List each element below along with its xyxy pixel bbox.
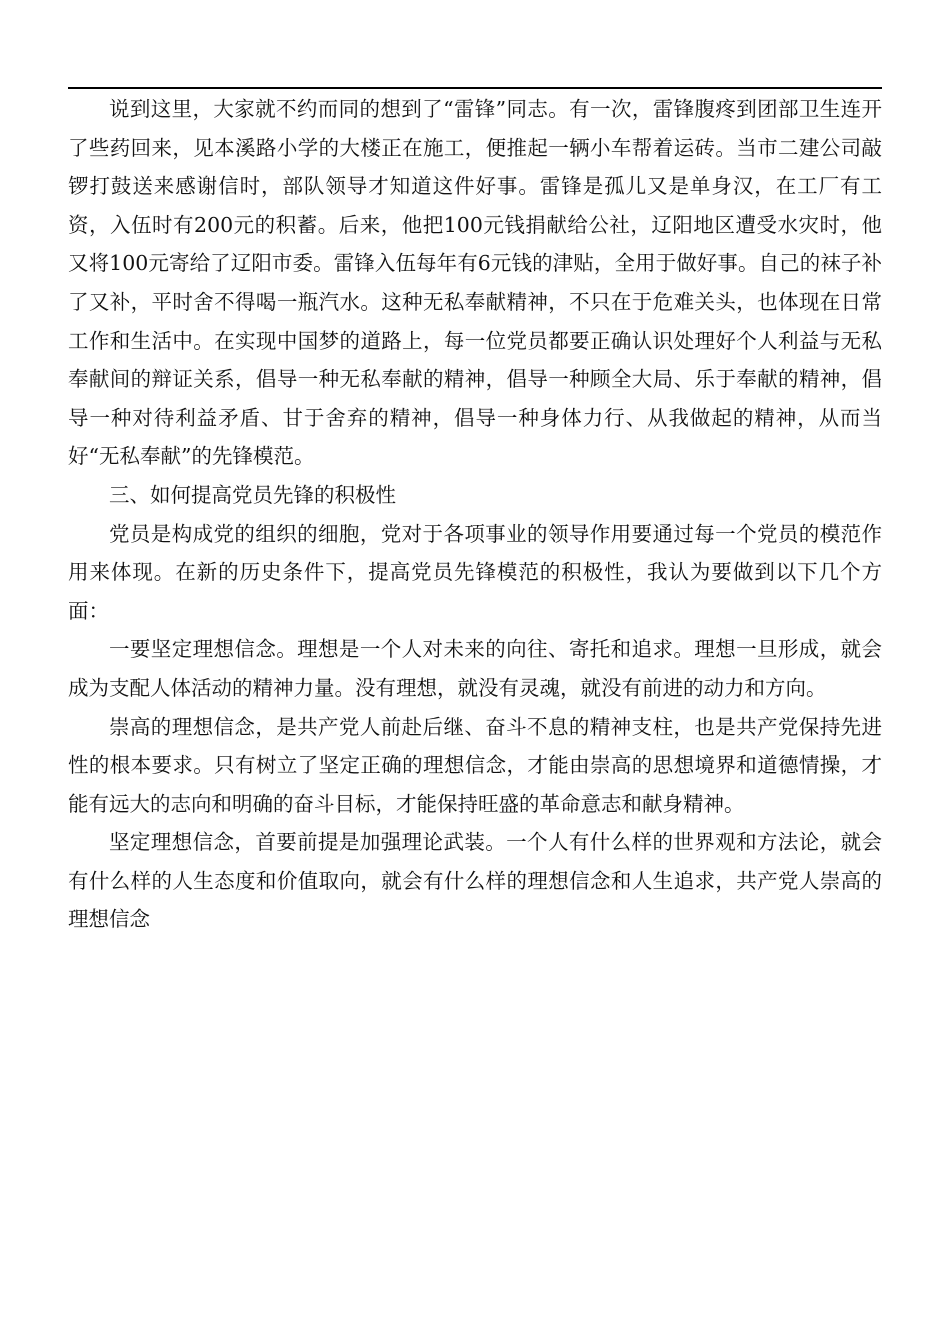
paragraph-lei-feng: 说到这里，大家就不约而同的想到了“雷锋”同志。有一次，雷锋腹疼到团部卫生连开了些药回来，见本溪路小学的大楼正在施工，便推起一辆小车帮着运砖。当市二建公司敲锣打鼓送来感谢信时，部队领导才知道这件好事。雷锋是孤儿又是单身汉，在工厂有工资，入伍时有200元的积蓄。后来，他把100元钱捐献给公社，辽阳地区遭受水灾时，他又将100元寄给了辽阳市委。雷锋入伍每年有6元钱的津贴，全用于做好事。自己的袜子补了又补，平时舍不得喝一瓶汽水。这种无私奉献精神，不只在于危难关头，也体现在日常工作和生活中。在实现中国梦的道路上，每一位党员都要正确认识处理好个人利益与无私奉献间的辩证关系，倡导一种无私奉献的精神，倡导一种顾全大局、乐于奉献的精神，倡导一种对待利益矛盾、甘于舍弃的精神，倡导一种身体力行、从我做起的精神，从而当好“无私奉献”的先锋模范。	[68, 97, 882, 469]
paragraph-ideals: 一要坚定理想信念。理想是一个人对未来的向往、寄托和追求。理想一旦形成，就会成为支配人体活动的精神力量。没有理想，就没有灵魂，就没有前进的动力和方向。	[68, 637, 882, 700]
paragraph-theory: 坚定理想信念，首要前提是加强理论武装。一个人有什么样的世界观和方法论，就会有什么样的人生态度和价值取向，就会有什么样的理想信念和人生追求，共产党人崇高的理想信念	[68, 830, 882, 932]
document-body	[68, 90, 882, 939]
header-rule	[68, 87, 882, 89]
paragraph-lofty-ideals: 崇高的理想信念，是共产党人前赴后继、奋斗不息的精神支柱，也是共产党保持先进性的根本要求。只有树立了坚定正确的理想信念，才能由崇高的思想境界和道德情操，才能有远大的志向和明确的奋斗目标，才能保持旺盛的革命意志和献身精神。	[68, 714, 882, 816]
section-heading-3: 三、如何提高党员先锋的积极性	[109, 482, 396, 507]
paragraph-intro: 党员是构成党的组织的细胞，党对于各项事业的领导作用要通过每一个党员的模范作用来体现。在新的历史条件下，提高党员先锋模范的积极性，我认为要做到以下几个方面：	[68, 521, 882, 623]
